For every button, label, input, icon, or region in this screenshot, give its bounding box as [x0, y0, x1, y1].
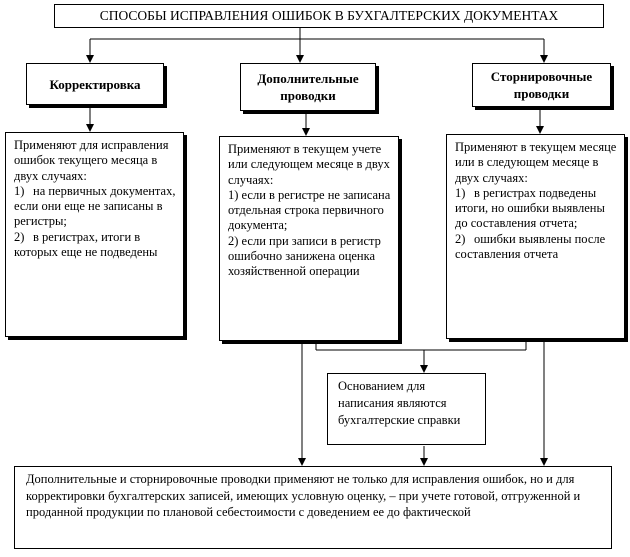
case-number: 1) [228, 187, 239, 202]
case-number: 2) [455, 231, 466, 246]
additional-description [219, 136, 399, 341]
case-text: если в регистре не записана отдельная строка первичного документа; [228, 187, 391, 233]
case-item [14, 184, 177, 230]
case-text: в регистрах, итоги в которых еще не подведены [14, 229, 158, 260]
note-box: Дополнительные и сторнировочные проводки применяют не только для исправления ошибок, но и для корректировки бухгалтерских записей, имеющих условную оценку, – при учете готовой, отгруженной и проданной продукции по плановой себестоимости с доведением ее до фактической [14, 466, 612, 549]
method-label: Дополнительные проводки [257, 71, 359, 103]
case-item [228, 234, 392, 280]
method-additional-header [240, 63, 376, 111]
case-item [14, 230, 177, 261]
case-number: 1) [14, 183, 25, 198]
method-storno-header [472, 63, 611, 107]
method-correction-header [26, 63, 164, 105]
description-intro: Применяют в текущем учете или следующем месяце в двух случаях: [228, 142, 390, 187]
description-intro: Применяют в текущем месяце или в следующем месяце в двух случаях: [455, 140, 617, 185]
basis-box: Основанием для написания являются бухгалтерские справки [327, 373, 486, 445]
case-item [455, 186, 618, 232]
case-item [228, 188, 392, 234]
case-item [455, 232, 618, 263]
case-text: ошибки выявлены после составления отчета [455, 231, 606, 262]
case-text: если при записи в регистр ошибочно занижена оценка хозяйственной операции [228, 233, 381, 279]
storno-description [446, 134, 625, 339]
method-label: Корректировка [49, 76, 141, 92]
correction-description [5, 132, 184, 337]
case-number: 1) [455, 185, 466, 200]
case-number: 2) [14, 229, 25, 244]
case-text: на первичных документах, если они еще не записаны в регистры; [14, 183, 176, 229]
description-intro: Применяют для исправления ошибок текущего месяца в двух случаях: [14, 138, 169, 183]
case-text: в регистрах подведены итоги, но ошибки выявлены до составления отчета; [455, 185, 605, 231]
case-number: 2) [228, 233, 239, 248]
method-label: Сторнировочные проводки [490, 69, 593, 101]
diagram-title: СПОСОБЫ ИСПРАВЛЕНИЯ ОШИБОК В БУХГАЛТЕРСКИХ ДОКУМЕНТАХ [54, 4, 604, 28]
